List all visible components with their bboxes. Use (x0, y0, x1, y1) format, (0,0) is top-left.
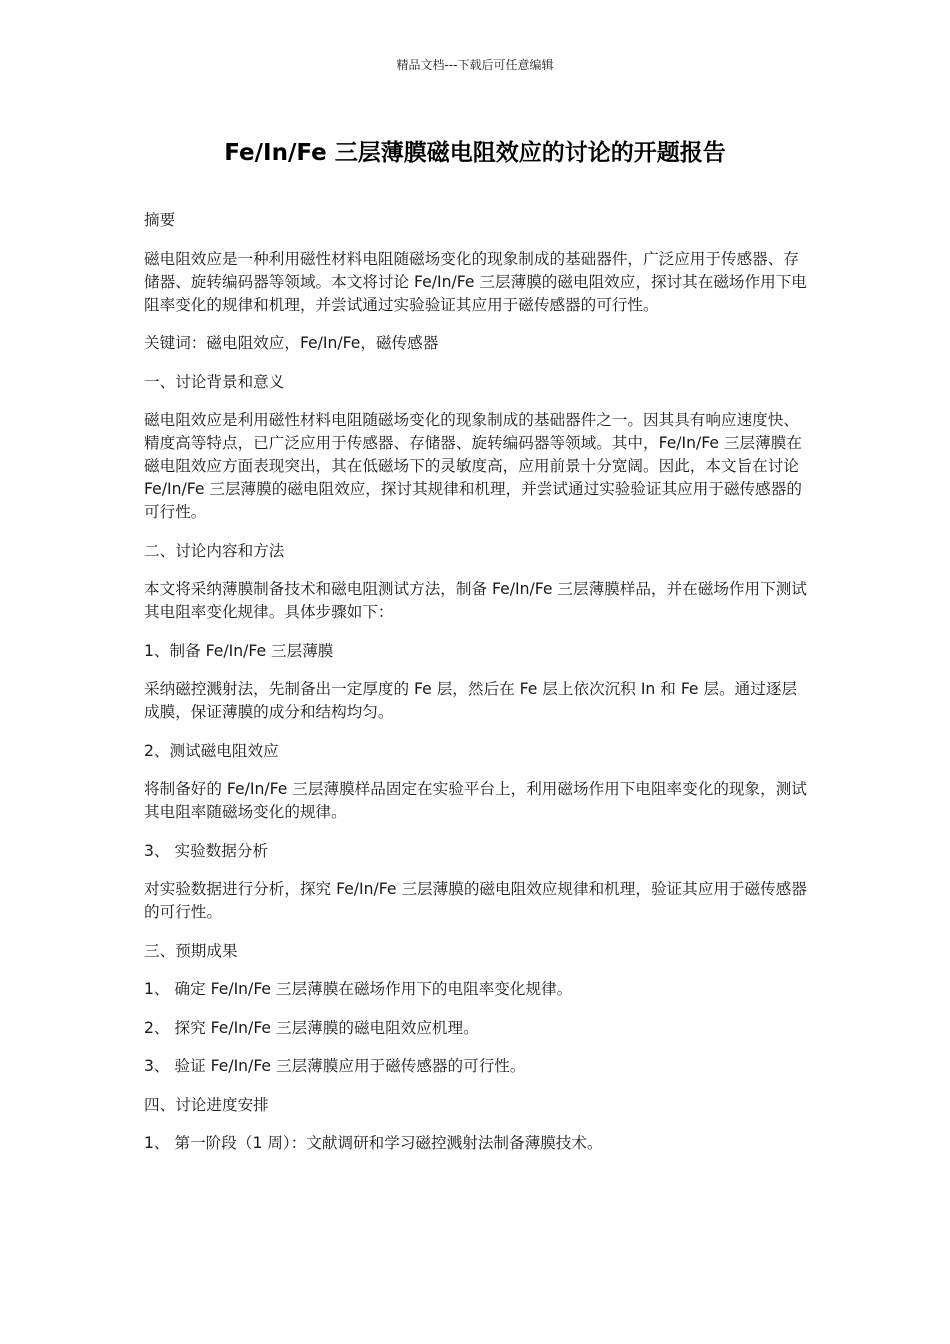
keywords: 关键词：磁电阻效应，Fe/In/Fe，磁传感器 (144, 334, 439, 352)
document-body (144, 209, 810, 1155)
outcome-item: 3、 验证 Fe/In/Fe 三层薄膜应用于磁传感器的可行性。 (144, 1057, 526, 1075)
step1-text: 采纳磁控溅射法，先制备出一定厚度的 Fe 层，然后在 Fe 层上依次沉积 In 和 Fe 层。通过逐层成膜，保证薄膜的成分和结构均匀。 (144, 680, 798, 721)
step2-text: 将制备好的 Fe/In/Fe 三层薄膜样品固定在实验平台上，利用磁场作用下电阻率变化的现象，测试其电阻率随磁场变化的规律。 (144, 780, 807, 821)
page-header: 精品文档---下载后可任意编辑 (396, 58, 554, 72)
document-title: Fe/In/Fe 三层薄膜磁电阻效应的讨论的开题报告 (224, 140, 726, 166)
section1-text: 磁电阻效应是利用磁性材料电阻随磁场变化的现象制成的基础器件之一。因其具有响应速度快、精度高等特点，已广泛应用于传感器、存储器、旋转编码器等领域。其中，Fe/In/Fe 三层薄膜在磁电阻效应方面表现突出，其在低磁场下的灵敏度高，应用前景十分宽阔。因此，本文旨在讨论 Fe/In/Fe 三层薄膜的磁电阻效应，探讨其规律和机理，并尝试通过实验验证其应用于磁传感器的可行性。 (144, 411, 802, 521)
outcome-item: 1、 确定 Fe/In/Fe 三层薄膜在磁场作用下的电阻率变化规律。 (144, 980, 573, 998)
section1-heading: 一、讨论背景和意义 (144, 372, 285, 391)
outcome-item: 2、 探究 Fe/In/Fe 三层薄膜的磁电阻效应机理。 (144, 1018, 479, 1037)
abstract-heading: 摘要 (144, 211, 176, 229)
step1-heading: 1、制备 Fe/In/Fe 三层薄膜 (144, 641, 334, 660)
schedule-item: 1、 第一阶段（1 周）：文献调研和学习磁控溅射法制备薄膜技术。 (144, 1134, 603, 1152)
section4-heading: 四、讨论进度安排 (144, 1095, 269, 1114)
section2-intro: 本文将采纳薄膜制备技术和磁电阻测试方法，制备 Fe/In/Fe 三层薄膜样品，并在磁场作用下测试其电阻率变化规律。具体步骤如下： (144, 580, 807, 621)
section2-heading: 二、讨论内容和方法 (144, 541, 285, 560)
abstract-text: 磁电阻效应是一种利用磁性材料电阻随磁场变化的现象制成的基础器件，广泛应用于传感器、存储器、旋转编码器等领域。本文将讨论 Fe/In/Fe 三层薄膜的磁电阻效应，探讨其在磁场作用下电阻率变化的规律和机理，并尝试通过实验验证其应用于磁传感器的可行性。 (144, 249, 807, 314)
step3-heading: 3、 实验数据分析 (144, 841, 269, 860)
step2-heading: 2、测试磁电阻效应 (144, 741, 279, 760)
step3-text: 对实验数据进行分析，探究 Fe/In/Fe 三层薄膜的磁电阻效应规律和机理，验证其应用于磁传感器的可行性。 (144, 880, 807, 921)
section3-heading: 三、预期成果 (144, 941, 238, 960)
